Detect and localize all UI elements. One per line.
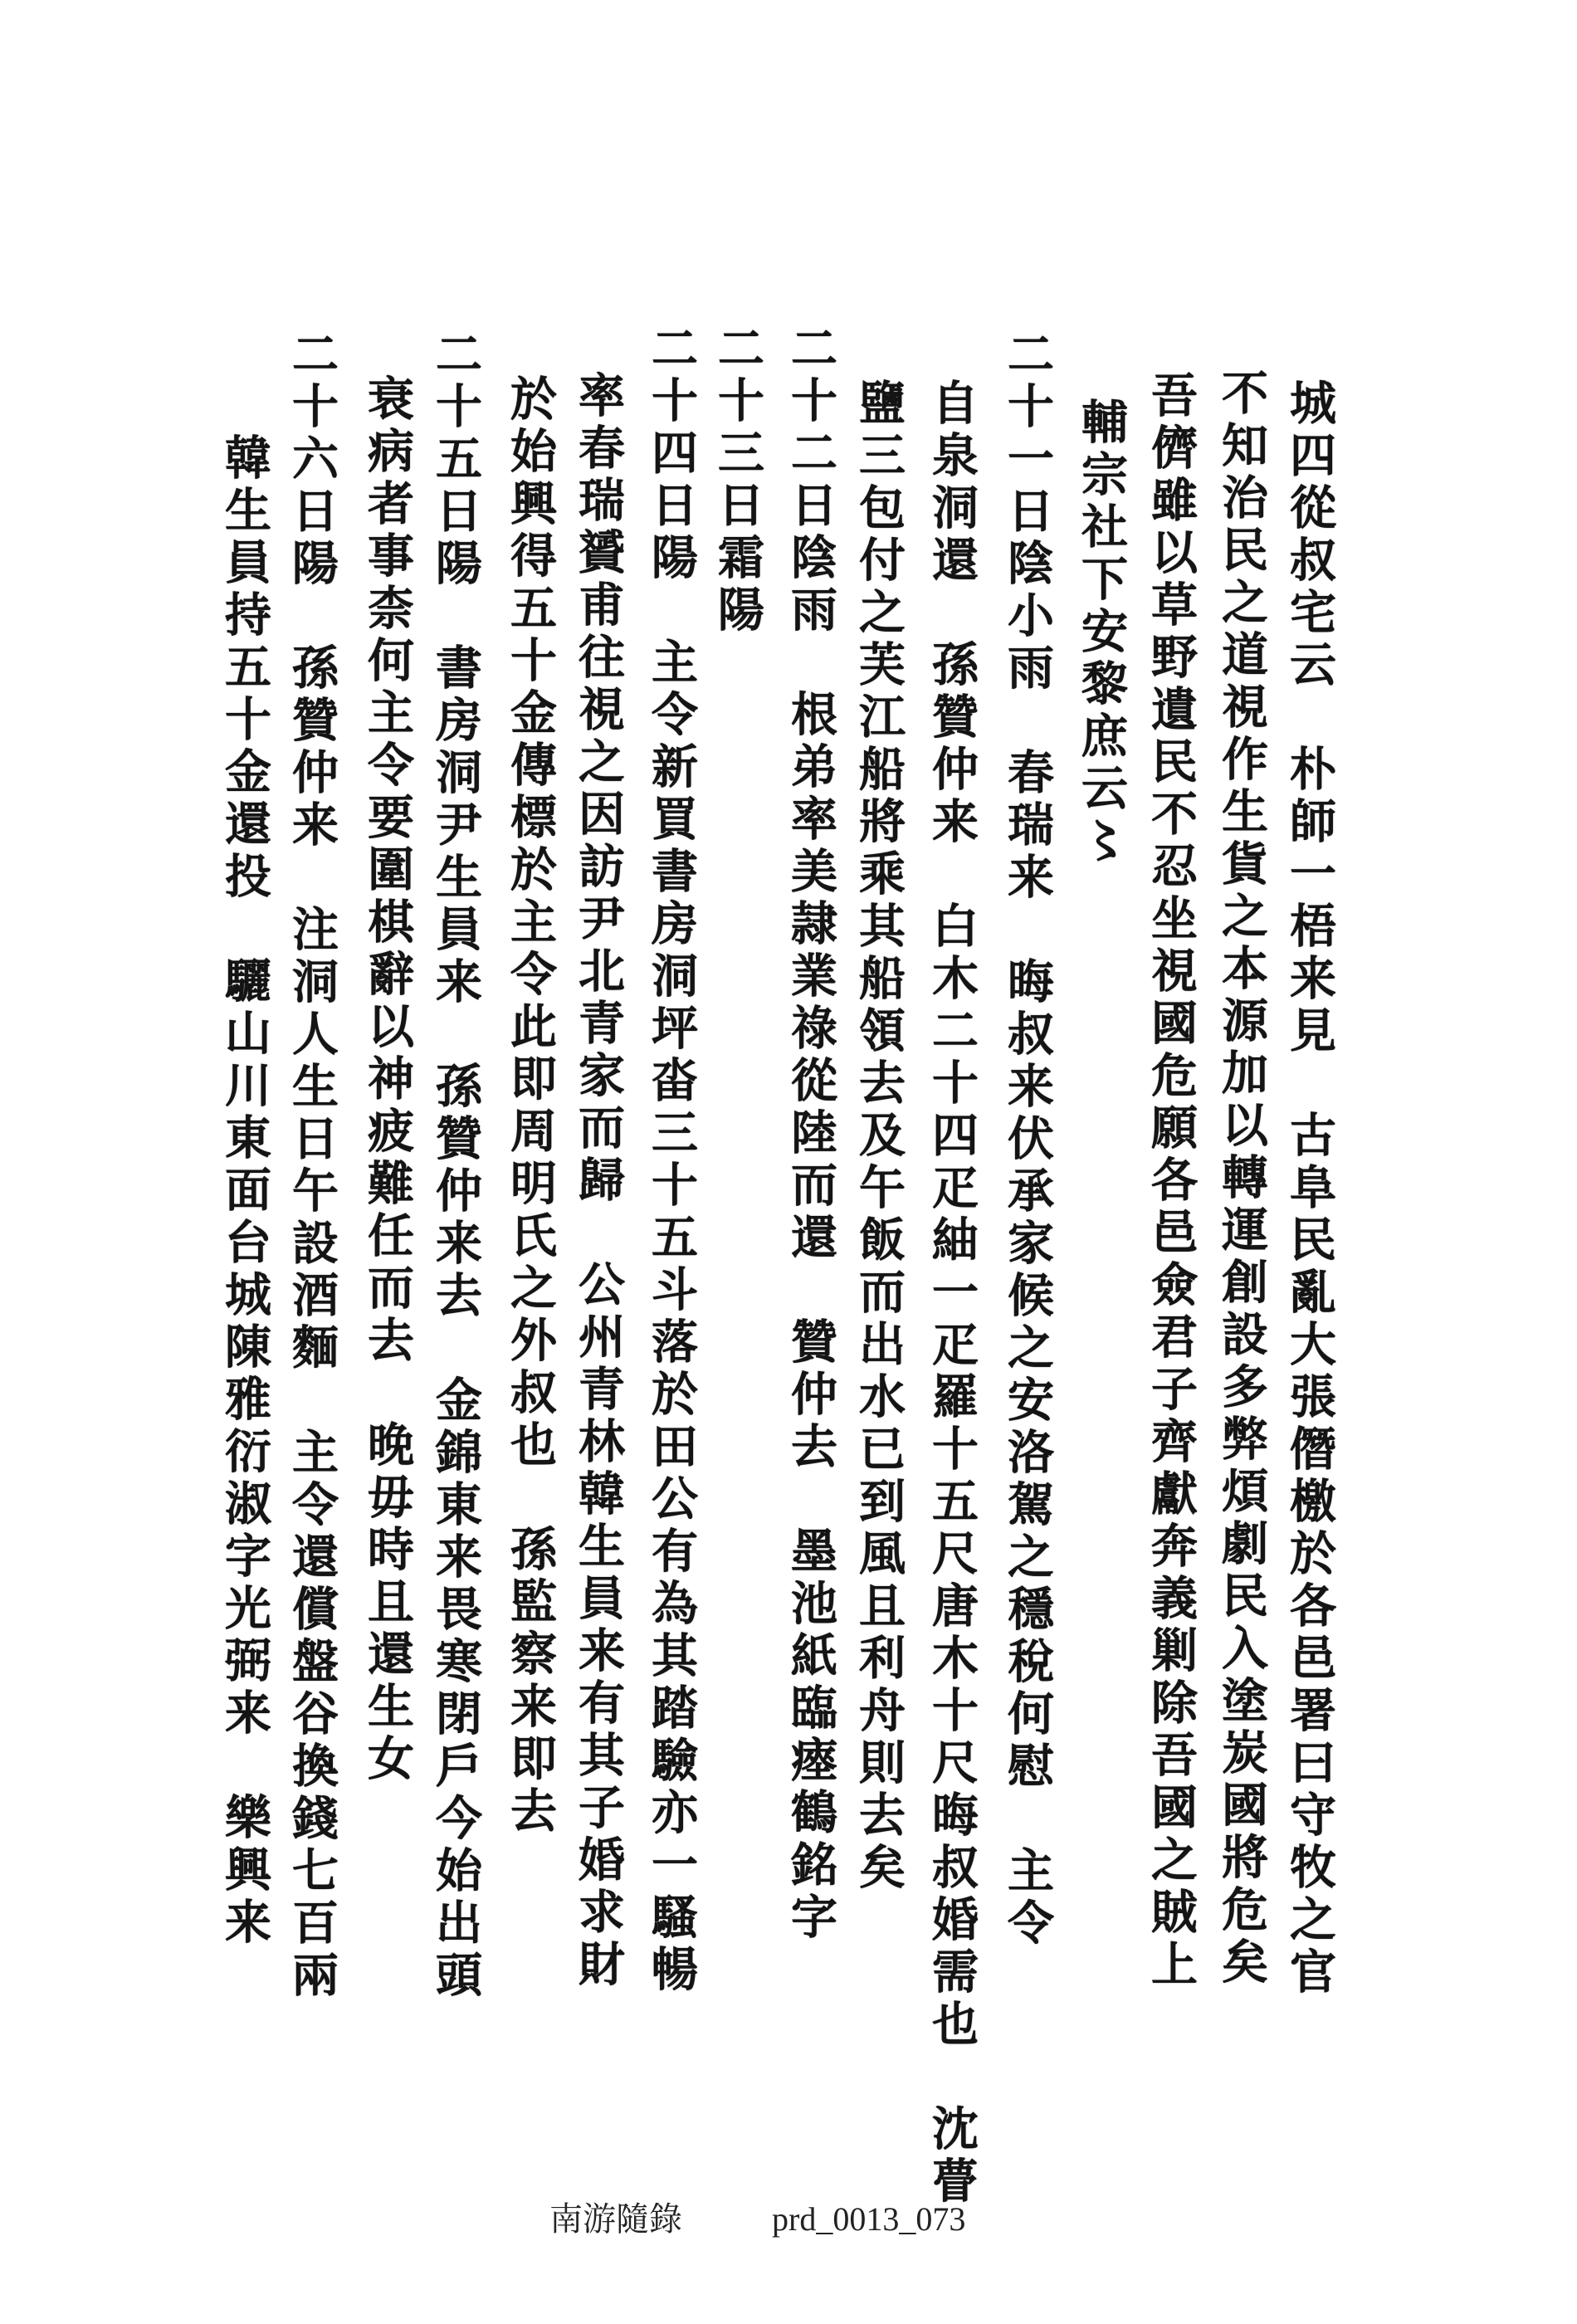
diary-entry-column: 二十三日霜陽 — [710, 324, 765, 637]
text-column: 自泉洞還 孫贊仲来 白木二十四疋紬一疋羅十五尺唐木十尺晦叔婚需也 沈瞢 — [925, 378, 979, 2209]
diary-entry-column: 二十四日陽 主令新買書房洞坪畓三十五斗落於田公有為其踏驗亦一騷暢 — [644, 324, 699, 1997]
text-column: 於始興得五十金傳標於主令此即周明氏之外叔也 孫監察来即去 — [503, 374, 558, 1838]
diary-entry-column: 二十一日陰小雨 春瑞来 晦叔来伏承家候之安洛駕之穩稅何慰 主令 — [1000, 330, 1055, 1950]
diary-entry-column: 二十六日陽 孫贊仲来 注洞人生日午設酒麵 主令還償盤谷換錢七百兩 — [285, 330, 339, 2003]
text-column: 吾儕雖以草野遺民不忍坐視國危願各邑僉君子齊獻奔義剿除吾國之賊上 — [1144, 371, 1199, 1992]
footer-book-title: 南游隨錄 — [549, 2200, 682, 2239]
diary-entry-column: 二十二日陰雨 根弟率美隷業祿從陸而還 贊仲去 墨池紙臨瘞鶴銘字 — [784, 324, 838, 1945]
text-column: 韓生員持五十金還投 驪山川東面台城陳雅衍淑字光弼来 樂興来 — [217, 433, 272, 1950]
text-column: 鹽三包付之芙江船將乘其船領去及午飯而出水已到風且利舟則去矣 — [852, 378, 906, 1895]
text-column: 不知治民之道視作生貨之本源加以轉運創設多弊煩劇民入塗炭國將危矣 — [1214, 369, 1269, 1990]
text-column: 衰病者事柰何主令要圍棋辭以神疲難任而去 晚毋時且還生女 — [360, 374, 415, 1786]
footer-page-id: prd_0013_073 — [772, 2200, 966, 2238]
text-column: 輔宗社下安黎庶云〻 — [1074, 398, 1129, 868]
text-column: 城四從叔宅云 朴師一梧来見 古阜民亂大張僭檄於各邑署曰守牧之官 — [1282, 378, 1337, 1999]
text-column: 率春瑞贇甫往視之因訪尹北青家而歸 公州青林韓生員来有其子婚求財 — [571, 371, 626, 1992]
diary-entry-column: 二十五日陽 書房洞尹生員来 孫贊仲来去 金錦東来畏寒閉戶今始出頭 — [428, 330, 483, 2003]
